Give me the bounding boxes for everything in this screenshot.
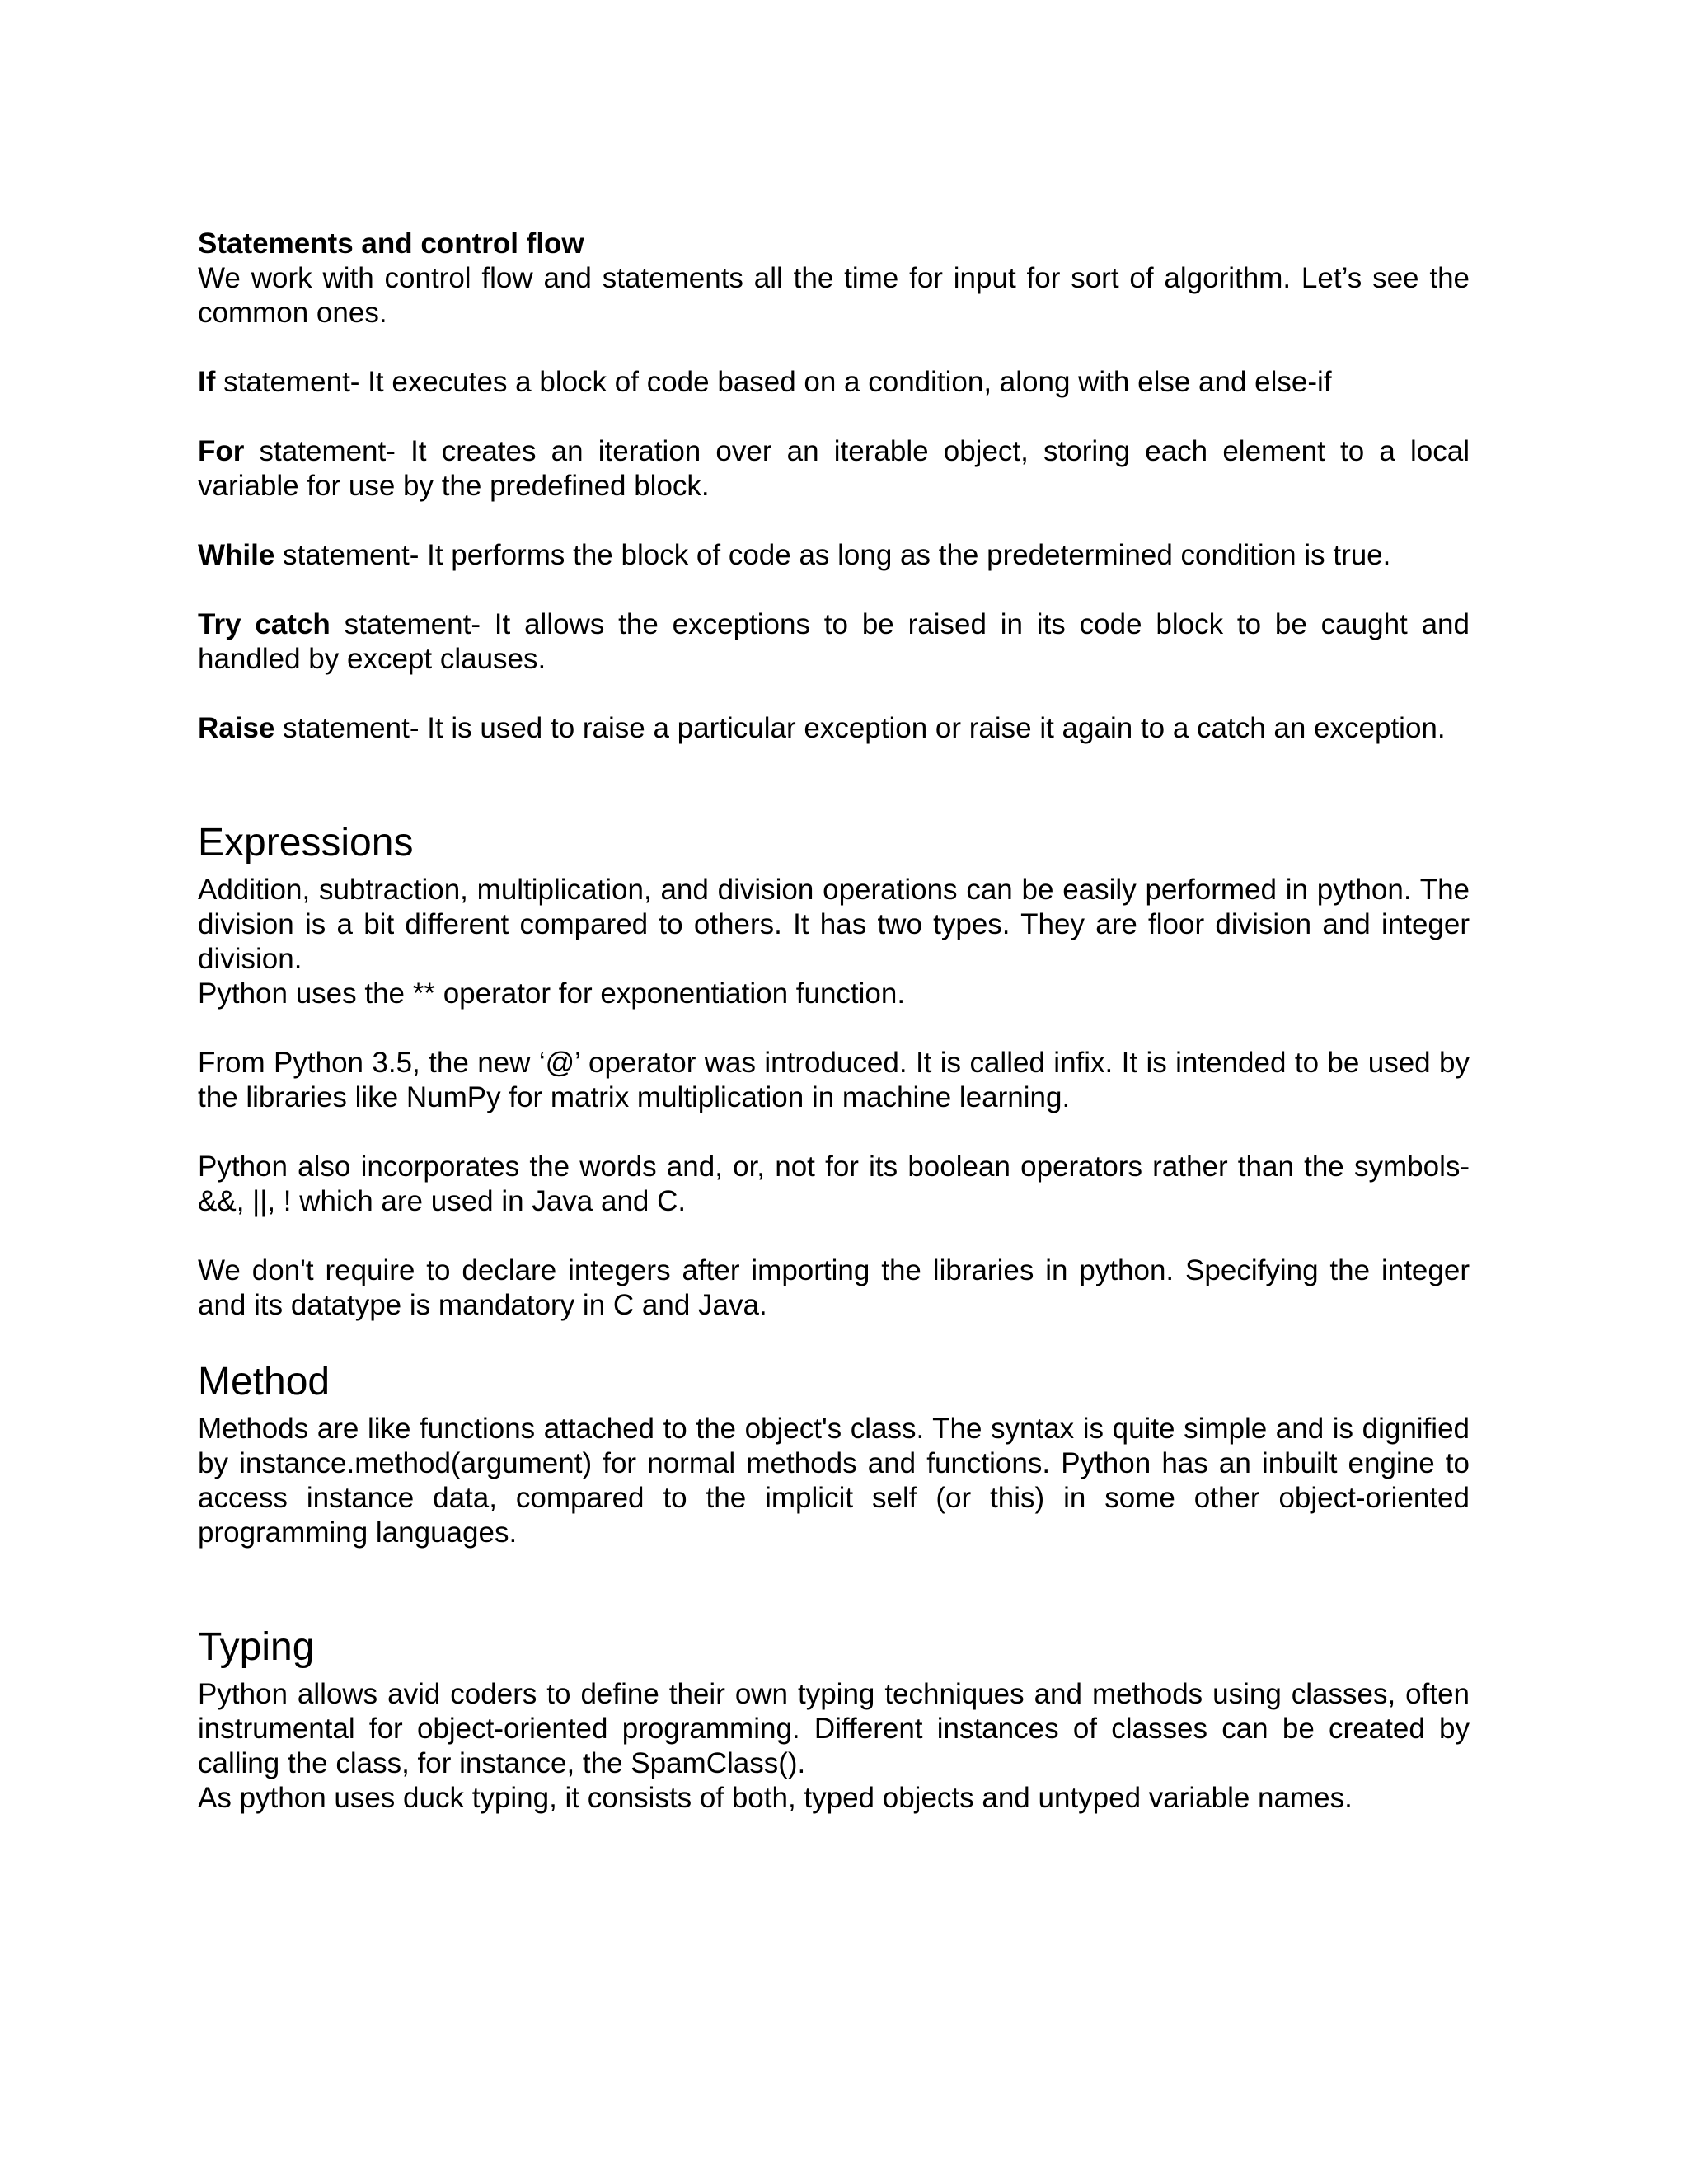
statement-text: statement- It is used to raise a particular exception or raise it again to a catch an exception.	[274, 712, 1446, 744]
statement-text: statement- It creates an iteration over an iterable object, storing each element to a local variable for use by the predefined block.	[198, 435, 1470, 502]
expressions-paragraph: Addition, subtraction, multiplication, and division operations can be easily performed in python. The division is a bit different compared to others. It has two types. They are floor division and integer division.	[198, 874, 1470, 975]
typing-heading: Typing	[198, 1625, 315, 1669]
statement-try-catch	[198, 607, 1470, 677]
statement-text: statement- It executes a block of code based on a condition, along with else and else-if	[215, 366, 1332, 398]
statements-intro: We work with control flow and statements all the time for input for sort of algorithm. Let’s see the common ones.	[198, 262, 1470, 329]
statement-text: statement- It performs the block of code as long as the predetermined condition is true.	[274, 539, 1391, 571]
expressions-paragraph: We don't require to declare integers after importing the libraries in python. Specifying the integer and its datatype is mandatory in C and Java.	[198, 1254, 1470, 1321]
document-page	[198, 227, 1470, 1816]
statement-term: Raise	[198, 712, 275, 744]
typing-paragraph: Python allows avid coders to define their own typing techniques and methods using classes, often instrumental for object-oriented programming. Different instances of classes can be created by calling the class, for instance, the SpamClass().	[198, 1678, 1470, 1779]
statements-heading: Statements and control flow	[198, 227, 584, 260]
expressions-paragraph: From Python 3.5, the new ‘@’ operator was introduced. It is called infix. It is intended to be used by the libraries like NumPy for matrix multiplication in machine learning.	[198, 1047, 1470, 1113]
expressions-paragraph: Python also incorporates the words and, or, not for its boolean operators rather than the symbols- &&, ||, ! which are used in Java and C.	[198, 1151, 1470, 1217]
method-paragraph: Methods are like functions attached to the object's class. The syntax is quite simple and is dignified by instance.method(argument) for normal methods and functions. Python has an inbuilt engine to access instance data, compared to the implicit self (or this) in some other object-oriented programming languages.	[198, 1413, 1470, 1549]
statement-text: statement- It allows the exceptions to be raised in its code block to be caught and handled by except clauses.	[198, 608, 1470, 675]
statement-term: Try catch	[198, 608, 331, 640]
statement-while	[198, 538, 1470, 573]
typing-paragraph: As python uses duck typing, it consists of both, typed objects and untyped variable names.	[198, 1782, 1353, 1814]
statement-term: While	[198, 539, 275, 571]
statement-if	[198, 365, 1470, 400]
expressions-paragraph: Python uses the ** operator for exponentiation function.	[198, 977, 906, 1010]
expressions-heading: Expressions	[198, 821, 414, 865]
method-heading: Method	[198, 1360, 331, 1404]
statement-term: For	[198, 435, 245, 467]
statement-raise	[198, 711, 1470, 746]
statement-for	[198, 434, 1470, 504]
statement-term: If	[198, 366, 216, 398]
